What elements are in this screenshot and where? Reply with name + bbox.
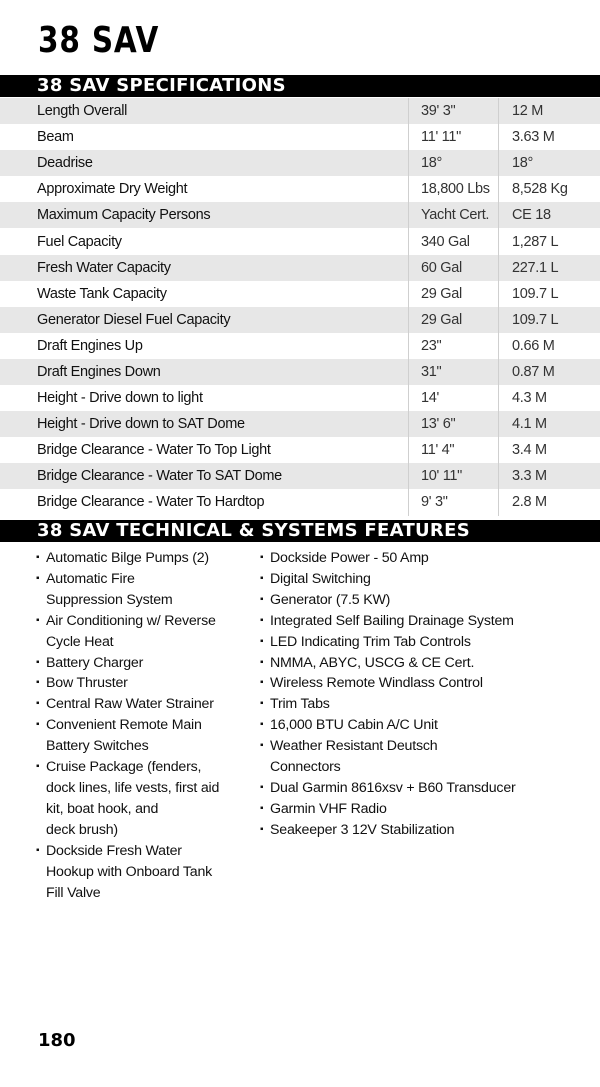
spec-metric-value: CE 18 [498, 202, 600, 228]
spec-row [0, 411, 600, 437]
spec-row [0, 124, 600, 150]
feature-text: Digital Switching [270, 570, 371, 587]
feature-item [36, 715, 256, 757]
feature-text: Automatic Fire [46, 570, 135, 587]
spec-imperial-value: 18° [408, 150, 498, 176]
spec-imperial-value: 14' [408, 385, 498, 411]
feature-text: Suppression System [46, 591, 173, 608]
bullet-icon: ▪ [260, 656, 264, 668]
feature-text: dock lines, life vests, first aid [46, 779, 220, 796]
feature-item [36, 757, 256, 841]
spec-imperial-value: 29 Gal [408, 281, 498, 307]
spec-metric-value: 12 M [498, 98, 600, 124]
feature-text: Dockside Fresh Water [46, 842, 182, 859]
spec-label: Height - Drive down to light [37, 390, 203, 407]
spec-metric-value: 18° [498, 150, 600, 176]
spec-row [0, 385, 600, 411]
feature-text: Central Raw Water Strainer [46, 696, 214, 713]
spec-imperial-value: 9' 3" [408, 489, 498, 515]
features-heading: 38 SAV TECHNICAL & SYSTEMS FEATURES [0, 520, 600, 542]
bullet-icon: ▪ [260, 781, 264, 793]
spec-label: Fresh Water Capacity [37, 259, 171, 276]
spec-imperial-value: 60 Gal [408, 255, 498, 281]
specifications-heading: 38 SAV SPECIFICATIONS [0, 75, 600, 97]
feature-item [260, 799, 590, 820]
feature-item [260, 611, 590, 632]
feature-text: Convenient Remote Main [46, 717, 202, 734]
feature-text: Weather Resistant Deutsch [270, 738, 438, 755]
feature-item [260, 673, 590, 694]
feature-text: Trim Tabs [270, 696, 330, 713]
feature-text: Fill Valve [46, 884, 101, 901]
feature-item [260, 694, 590, 715]
spec-metric-value: 0.87 M [498, 359, 600, 385]
spec-row [0, 228, 600, 254]
feature-item [36, 694, 256, 715]
spec-imperial-value: 31" [408, 359, 498, 385]
feature-item [36, 841, 256, 904]
feature-text: Battery Switches [46, 738, 149, 755]
feature-item [260, 548, 590, 569]
spec-label: Length Overall [37, 103, 128, 120]
spec-label: Draft Engines Down [37, 363, 161, 380]
feature-text: Cycle Heat [46, 633, 114, 650]
spec-row [0, 359, 600, 385]
spec-imperial-value: 10' 11" [408, 463, 498, 489]
spec-row [0, 98, 600, 124]
bullet-icon: ▪ [260, 802, 264, 814]
spec-label: Draft Engines Up [37, 337, 143, 354]
spec-metric-value: 8,528 Kg [498, 176, 600, 202]
bullet-icon: ▪ [260, 635, 264, 647]
spec-metric-value: 1,287 L [498, 228, 600, 254]
feature-text: Bow Thruster [46, 675, 128, 692]
feature-text: Cruise Package (fenders, [46, 759, 202, 776]
feature-item [36, 548, 256, 569]
feature-text: Hookup with Onboard Tank [46, 863, 213, 880]
feature-item [36, 569, 256, 611]
feature-text: Garmin VHF Radio [270, 800, 387, 817]
feature-text: Wireless Remote Windlass Control [270, 675, 483, 692]
spec-row [0, 333, 600, 359]
bullet-icon: ▪ [260, 614, 264, 626]
feature-item [260, 715, 590, 736]
spec-metric-value: 2.8 M [498, 489, 600, 515]
feature-item [260, 590, 590, 611]
bullet-icon: ▪ [36, 761, 40, 773]
spec-label: Beam [37, 129, 74, 146]
feature-item [260, 569, 590, 590]
spec-imperial-value: 18,800 Lbs [408, 176, 498, 202]
spec-metric-value: 0.66 M [498, 333, 600, 359]
feature-text: Generator (7.5 KW) [270, 591, 391, 608]
feature-item [260, 820, 590, 841]
spec-metric-value: 3.4 M [498, 437, 600, 463]
bullet-icon: ▪ [260, 572, 264, 584]
page-number: 180 [38, 1030, 76, 1051]
bullet-icon: ▪ [260, 698, 264, 710]
feature-text: 16,000 BTU Cabin A/C Unit [270, 717, 438, 734]
spec-label: Approximate Dry Weight [37, 181, 188, 198]
feature-item [260, 778, 590, 799]
features-list-right [260, 548, 590, 841]
spec-metric-value: 4.3 M [498, 385, 600, 411]
feature-item [260, 653, 590, 674]
spec-row [0, 437, 600, 463]
feature-text: Air Conditioning w/ Reverse [46, 612, 216, 629]
spec-label: Deadrise [37, 155, 93, 172]
spec-row [0, 176, 600, 202]
feature-item [36, 673, 256, 694]
feature-text: Battery Charger [46, 654, 144, 671]
spec-label: Maximum Capacity Persons [37, 207, 211, 224]
spec-imperial-value: 13' 6" [408, 411, 498, 437]
features-list-left [36, 548, 256, 903]
spec-label: Height - Drive down to SAT Dome [37, 416, 245, 433]
feature-text: Dockside Power - 50 Amp [270, 550, 429, 566]
spec-imperial-value: 340 Gal [408, 228, 498, 254]
spec-imperial-value: 23" [408, 333, 498, 359]
spec-label: Generator Diesel Fuel Capacity [37, 311, 231, 328]
feature-text: kit, boat hook, and [46, 800, 159, 817]
feature-text: LED Indicating Trim Tab Controls [270, 633, 471, 650]
spec-imperial-value: 11' 4" [408, 437, 498, 463]
bullet-icon: ▪ [260, 552, 264, 563]
bullet-icon: ▪ [260, 823, 264, 835]
bullet-icon: ▪ [36, 614, 40, 626]
page-title: 38 SAV [38, 20, 160, 61]
bullet-icon: ▪ [260, 740, 264, 752]
spec-metric-value: 4.1 M [498, 411, 600, 437]
spec-row [0, 307, 600, 333]
feature-text: Connectors [270, 759, 341, 776]
spec-imperial-value: 39' 3" [408, 98, 498, 124]
spec-imperial-value: 29 Gal [408, 307, 498, 333]
specifications-table [0, 98, 600, 516]
bullet-icon: ▪ [36, 844, 40, 856]
bullet-icon: ▪ [36, 719, 40, 731]
feature-text: Integrated Self Bailing Drainage System [270, 612, 514, 629]
spec-row [0, 281, 600, 307]
feature-text: Dual Garmin 8616xsv + B60 Transducer [270, 779, 516, 796]
spec-row [0, 255, 600, 281]
feature-item [36, 653, 256, 674]
feature-item [260, 632, 590, 653]
spec-metric-value: 3.63 M [498, 124, 600, 150]
bullet-icon: ▪ [36, 572, 40, 584]
feature-text: deck brush) [46, 821, 118, 838]
bullet-icon: ▪ [260, 719, 264, 731]
spec-metric-value: 109.7 L [498, 307, 600, 333]
spec-metric-value: 3.3 M [498, 463, 600, 489]
spec-label: Fuel Capacity [37, 233, 122, 250]
bullet-icon: ▪ [36, 552, 40, 563]
feature-text: Automatic Bilge Pumps (2) [46, 550, 209, 566]
spec-imperial-value: Yacht Cert. [408, 202, 498, 228]
spec-label: Bridge Clearance - Water To SAT Dome [37, 468, 282, 485]
spec-row [0, 202, 600, 228]
spec-metric-value: 109.7 L [498, 281, 600, 307]
bullet-icon: ▪ [36, 698, 40, 710]
spec-row [0, 150, 600, 176]
feature-text: NMMA, ABYC, USCG & CE Cert. [270, 654, 475, 671]
bullet-icon: ▪ [260, 593, 264, 605]
bullet-icon: ▪ [260, 677, 264, 689]
spec-imperial-value: 11' 11" [408, 124, 498, 150]
feature-text: Seakeeper 3 12V Stabilization [270, 821, 455, 838]
spec-label: Waste Tank Capacity [37, 285, 167, 302]
spec-label: Bridge Clearance - Water To Top Light [37, 442, 271, 459]
spec-row [0, 463, 600, 489]
feature-item [260, 736, 590, 778]
bullet-icon: ▪ [36, 656, 40, 668]
spec-metric-value: 227.1 L [498, 255, 600, 281]
bullet-icon: ▪ [36, 677, 40, 689]
spec-label: Bridge Clearance - Water To Hardtop [37, 494, 265, 511]
spec-row [0, 489, 600, 515]
feature-item [36, 611, 256, 653]
